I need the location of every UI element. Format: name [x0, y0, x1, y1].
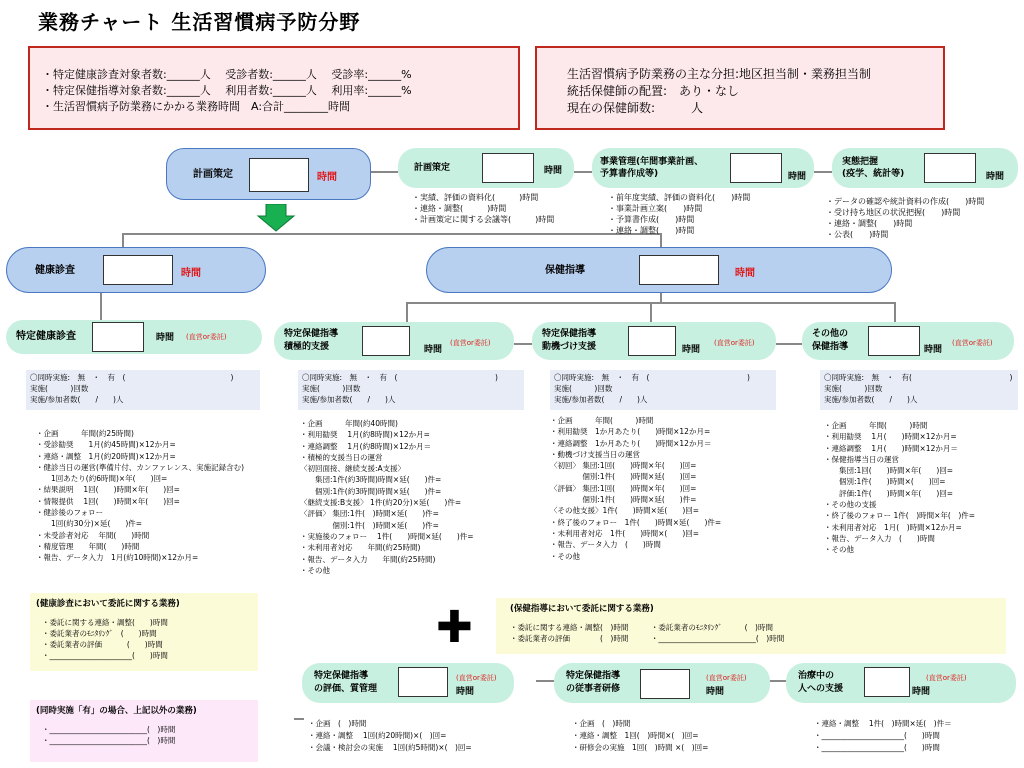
- health-checkup-label: 健康診査: [35, 265, 75, 276]
- connector: [574, 171, 592, 173]
- connector: [770, 680, 786, 682]
- other-details: ・企画 年間( )時間 ・利用勧奨 1月( )時間×12か月= ・連絡調整 1月( )時間×12か月＝ ・保健指導当日の運営 集団:1回( )時間×年( )回= 個別:1件( )時間×( )回= 評価:1件( )時間×年( )回= ・その他の支援 ・終了後のフォロー 1件( )時間×年( )件= ・未利用者対応 1月( )時間×12か月= ・報告、データ入力 ( )時間 ・その他: [824, 421, 976, 555]
- green-down-arrow: [256, 204, 296, 232]
- concurrent-tasks-items: ・__________________________( )時間 ・__________________________( )時間: [42, 725, 176, 745]
- direct-or-contract: (直営or委託): [952, 339, 993, 347]
- hours-unit: 時間: [986, 172, 1005, 182]
- hours-unit: 時間: [788, 172, 807, 182]
- eval-quality-hours-input[interactable]: [398, 667, 448, 697]
- other-guidance-hours-input[interactable]: [868, 326, 920, 356]
- connector: [122, 233, 662, 235]
- connector: [406, 302, 408, 322]
- connector: [370, 171, 398, 173]
- health-guidance-label: 保健指導: [545, 265, 585, 276]
- concurrent-tasks-panel: [30, 700, 258, 762]
- direct-or-contract: (直営or委託): [926, 674, 967, 682]
- project-mgmt-hours-input[interactable]: [730, 153, 782, 183]
- treatment-support-hours-input[interactable]: [864, 667, 910, 697]
- motivation-support-label: 特定保健指導 動機づけ支援: [542, 329, 597, 352]
- hours-unit: 時間: [424, 345, 443, 355]
- planning-sub-hours-input[interactable]: [482, 153, 534, 183]
- other-guidance-label: その他の 保健指導: [812, 329, 849, 352]
- target-summary-box: [28, 46, 520, 130]
- staff-training-pill[interactable]: [554, 663, 770, 703]
- planning-main-pill[interactable]: [166, 148, 371, 200]
- active-summary: 〇同時実施: 無 ・ 有 ( ) 実施( )回数 実施/参加者数( / )人: [302, 373, 498, 404]
- motivation-summary: 〇同時実施: 無 ・ 有 ( ) 実施( )回数 実施/参加者数( / )人: [554, 373, 750, 404]
- connector: [776, 343, 802, 345]
- hours-unit: 時間: [735, 268, 755, 279]
- treatment-support-label: 治療中の 人への支援: [798, 671, 844, 694]
- eval-quality-items: ・企画 ( )時間 ・連絡・調整 1回(約20時間)×( )回= ・会議・検討会の実施 1回(約5時間)×( )回=: [308, 719, 472, 752]
- eval-quality-label: 特定保健指導 の評価、質管理: [314, 671, 378, 694]
- staff-training-items: ・企画 ( )時間 ・連絡・調整 1回( )時間×( )回= ・研修会の実施 1回( )時間 ×( )回=: [572, 719, 709, 752]
- health-guidance-pill[interactable]: [426, 247, 892, 293]
- hours-unit: 時間: [706, 687, 725, 697]
- planning-hours-unit: 時間: [317, 172, 337, 183]
- planning-sub-items: ・実績、評価の資料化( )時間 ・連絡・調整( )時間 ・計画策定に関する会議等( )時間: [412, 193, 555, 224]
- connector: [100, 290, 102, 320]
- summary-line: ・特定健康診査対象者数:______人 受診者数:______人 受診率:______%: [42, 68, 412, 81]
- active-support-hours-input[interactable]: [362, 326, 410, 356]
- staff-training-label: 特定保健指導 の従事者研修: [566, 671, 621, 694]
- active-summary-panel: [298, 370, 524, 410]
- specific-checkup-label: 特定健康診査: [16, 331, 76, 342]
- planning-hours-input[interactable]: [249, 158, 309, 192]
- planning-sub-pill[interactable]: [398, 148, 574, 188]
- plus-icon: ✚: [436, 602, 473, 653]
- active-support-pill[interactable]: [274, 322, 514, 360]
- staffing-line: 現在の保健師数: 人: [567, 101, 704, 115]
- guidance-contract-panel: [496, 598, 1006, 654]
- direct-or-contract: (直営or委託): [714, 339, 755, 347]
- direct-or-contract: (直営or委託): [456, 674, 497, 682]
- planning-sub-label: 計画策定: [414, 163, 451, 173]
- hours-unit: 時間: [156, 333, 175, 343]
- other-summary-panel: [820, 370, 1018, 410]
- checkup-summary-panel: [26, 370, 260, 410]
- health-checkup-pill[interactable]: [6, 247, 266, 293]
- treatment-support-items: ・連絡・調整 1件( )時間×延( )件＝ ・______________________( )時間 ・______________________( )時間: [814, 719, 952, 752]
- connector: [814, 171, 832, 173]
- summary-line: ・生活習慣病予防業務にかかる業務時間 A:合計________時間: [42, 100, 351, 113]
- motivation-support-pill[interactable]: [532, 322, 776, 360]
- concurrent-tasks-title: (同時実施「有」の場合、上記以外の業務): [36, 706, 197, 716]
- project-mgmt-label: 事業管理(年間事業計画、 予算書作成等): [600, 157, 704, 179]
- specific-checkup-hours-input[interactable]: [92, 322, 144, 352]
- other-summary: 〇同時実施: 無 ・ 有( ) 実施( )回数 実施/参加者数( / )人: [824, 373, 1013, 404]
- hours-unit: 時間: [181, 268, 201, 279]
- treatment-support-pill[interactable]: [786, 663, 1016, 703]
- survey-hours-input[interactable]: [924, 153, 976, 183]
- specific-checkup-pill[interactable]: [6, 320, 262, 354]
- motivation-summary-panel: [550, 370, 776, 410]
- connector: [122, 233, 124, 247]
- hours-unit: 時間: [682, 345, 701, 355]
- active-details: ・企画 年間(約40時間) ・利用勧奨 1月(約8時間)×12か月= ・連絡調整 1月(約8時間)×12か月＝ ・積極的支援当日の運営 〈初回面接、継続支援:A支援〉 集団:1件(約3時間)時間×延( )件= 個別:1件(約3時間)時間×延( )件= 〈継続支援:B支援〉 1件(約20分)×延( )件= 〈評価〉 集団:1件( )時間×延( )件= 個別:1件( )時間×延( )件= ・実施後のフォロー 1件( )時間×延( )件= ・未利用者対応 年間(約25時間) ・報告、データ入力 年間(約25時間) ・その他: [300, 419, 474, 575]
- page-title: 業務チャート 生活習慣病予防分野: [38, 10, 361, 34]
- staffing-line: 統括保健師の配置: あり・なし: [567, 84, 740, 98]
- guidance-contract-title: (保健指導において委託に関する業務): [510, 604, 654, 614]
- checkup-contract-items: ・委託に関する連絡・調整( )時間 ・委託業者のﾓﾆﾀﾘﾝｸﾞ ( )時間 ・委託業者の評価 ( )時間 ・______________________( )時間: [42, 618, 168, 660]
- staffing-line: 生活習慣病予防業務の主な分担:地区担当制・業務担当制: [567, 67, 872, 81]
- hours-unit: 時間: [544, 166, 563, 176]
- direct-or-contract: (直営or委託): [706, 674, 747, 682]
- staff-training-hours-input[interactable]: [640, 669, 690, 699]
- planning-main-label: 計画策定: [193, 169, 233, 180]
- health-guidance-hours-input[interactable]: [639, 255, 719, 285]
- direct-or-contract: (直営or委託): [186, 333, 227, 341]
- direct-or-contract: (直営or委託): [450, 339, 491, 347]
- checkup-contract-title: (健康診査において委託に関する業務): [36, 599, 180, 609]
- hours-unit: 時間: [456, 687, 475, 697]
- summary-line: ・特定保健指導対象者数:______人 利用者数:______人 利用率:______%: [42, 84, 412, 97]
- connector: [294, 718, 304, 720]
- project-mgmt-items: ・前年度実績、評価の資料化( )時間 ・事業計画立案( )時間 ・予算書作成( )時間 ・連絡・調整( )時間: [608, 193, 751, 235]
- motivation-support-hours-input[interactable]: [628, 326, 676, 356]
- survey-pill[interactable]: [832, 148, 1018, 188]
- motivation-details: ・企画 年間( )時間 ・利用勧奨 1か月あたり( )時間×12か月= ・連絡調整 1か月あたり( )時間×12か月＝ ・動機づけ支援当日の運営 〈初回〉 集団:1回( )時間×年( )回= 個別:1件( )時間×延( )回= 〈評価〉 集団:1回( )時間×年( )回= 個別:1件( )時間×延( )件= 〈その他支援〉1件( )時間×延( )回= ・終了後のフォロー 1件( )時間×延( )件= ・未利用者対応 1件( )時間×( )回= ・報告、データ入力 ( )時間 ・その他: [550, 416, 722, 561]
- connector: [514, 343, 532, 345]
- other-guidance-pill[interactable]: [802, 322, 1014, 360]
- survey-items: ・データの確認や統計資料の作成( )時間 ・受け持ち地区の状況把握( )時間 ・連絡・調整( )時間 ・公表( )時間: [826, 197, 985, 239]
- checkup-details: ・企画 年間(約25時間) ・受診勧奨 1月(約45時間)×12か月= ・連絡・調整 1月(約20時間)×12か月= ・健診当日の運営(準備片付、カンファレンス、実施記録含む) 1回あたり(約6時間)×年( )回= ・結果説明 1回( )時間×年( )回= ・情報提供 1回( )時間×年( )回= ・健診後のフォロー 1回(約30分)×延( )件= ・未受診者対応 年間( )時間 ・精度管理 年間( )時間 ・報告、データ入力 1月(約10時間)×12か月=: [36, 429, 245, 563]
- hours-unit: 時間: [912, 687, 931, 697]
- checkup-contract-panel: [30, 593, 258, 671]
- project-mgmt-pill[interactable]: [592, 148, 814, 188]
- connector: [536, 680, 554, 682]
- guidance-contract-items: ・委託に関する連絡・調整( )時間 ・委託業者のﾓﾆﾀﾘﾝｸﾞ ( )時間 ・委託業者の評価 ( )時間 ・__________________________( )時間: [510, 623, 785, 643]
- staffing-box: [535, 46, 945, 130]
- connector: [650, 302, 652, 322]
- active-support-label: 特定保健指導 積極的支援: [284, 329, 339, 352]
- checkup-summary: 〇同時実施: 無 ・ 有 ( ) 実施( )回数 実施/参加者数( / )人: [30, 373, 234, 404]
- eval-quality-pill[interactable]: [302, 663, 514, 703]
- survey-label: 実態把握 (疫学、統計等): [842, 157, 905, 179]
- health-checkup-hours-input[interactable]: [103, 255, 173, 285]
- hours-unit: 時間: [924, 345, 943, 355]
- connector: [894, 302, 896, 322]
